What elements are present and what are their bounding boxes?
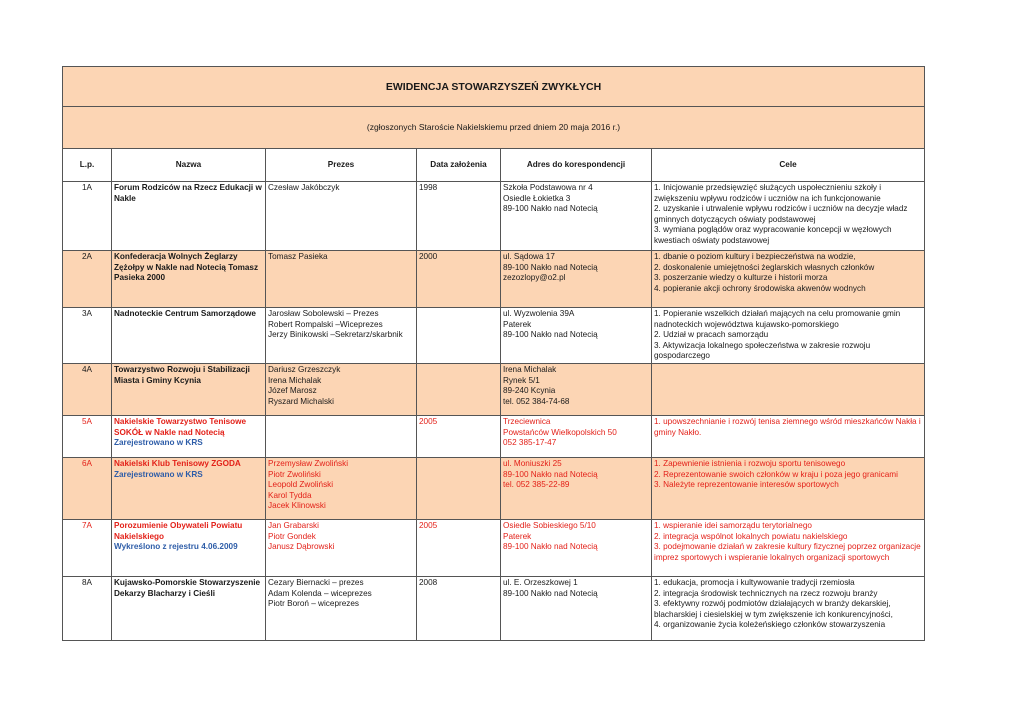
cell-nazwa — [112, 251, 266, 308]
board-member: Irena Michalak — [268, 375, 322, 385]
goal-item: 1. wspieranie idei samorządu terytorialnego — [654, 520, 812, 530]
board-member: Piotr Zwoliński — [268, 469, 321, 479]
table-row — [63, 457, 925, 519]
goal-item: 1. dbanie o poziom kultury i bezpieczeństwa na wodzie, — [654, 252, 856, 261]
cell-data: 2005 — [417, 519, 501, 576]
goal-item: 4. popieranie akcji ochrony środowiska akwenów wodnych — [654, 283, 866, 293]
cell-lp: 6A — [63, 457, 112, 519]
address-line: Irena Michalak — [503, 364, 557, 374]
registration-status: Wykreślono z rejestru 4.06.2009 — [114, 542, 238, 552]
address-line: 89-100 Nakło nad Notecią — [503, 588, 598, 598]
table-row — [63, 308, 925, 364]
cell-lp: 8A — [63, 576, 112, 640]
association-name: Porozumienie Obywateli Powiatu Nakielskiego — [114, 520, 243, 541]
table-row — [63, 251, 925, 308]
board-member: Karol Tydda — [268, 490, 312, 500]
goal-item: 3. Aktywizacja lokalnego społeczeństwa w zakresie rozwoju gospodarczego — [654, 340, 871, 361]
cell-data — [417, 363, 501, 415]
header-data: Data założenia — [417, 149, 501, 182]
cell-prezes — [266, 308, 417, 364]
address-line: 89-100 Nakło nad Notecią — [503, 469, 598, 479]
goal-item: 2. uzyskanie i utrwalenie wpływu rodziców i uczniów na decyzje władz gminnych dotyczących oświaty podstawowej — [654, 204, 908, 224]
header-nazwa: Nazwa — [112, 149, 266, 182]
cell-data: 1998 — [417, 182, 501, 251]
cell-adres — [501, 457, 652, 519]
board-member: Dariusz Grzeszczyk — [268, 364, 341, 374]
registration-status: Zarejestrowano w KRS — [114, 469, 203, 479]
cell-nazwa — [112, 415, 266, 457]
address-line: 89-100 Nakło nad Notecią — [503, 542, 598, 552]
cell-prezes — [266, 363, 417, 415]
cell-lp: 1A — [63, 182, 112, 251]
association-name: Nadnoteckie Centrum Samorządowe — [114, 309, 256, 318]
goal-item: 1. upowszechnianie i rozwój tenisa ziemnego wśród mieszkańców Nakła i gminy Nakło. — [654, 416, 921, 437]
cell-data — [417, 308, 501, 364]
cell-data — [417, 457, 501, 519]
board-member: Janusz Dąbrowski — [268, 542, 335, 552]
address-line: Trzeciewnica — [503, 416, 551, 426]
cell-data: 2008 — [417, 576, 501, 640]
address-line: Osiedle Sobieskiego 5/10 — [503, 520, 596, 530]
address-line: zezozlopy@o2.pl — [503, 273, 566, 283]
board-member: Piotr Boroń – wiceprezes — [268, 599, 360, 609]
goal-item: 2. doskonalenie umiejętności żeglarskich własnych członków — [654, 262, 875, 272]
table-row — [63, 363, 925, 415]
address-line: 89-100 Nakło nad Notecią — [503, 330, 598, 340]
register-title: EWIDENCJA STOWARZYSZEŃ ZWYKŁYCH — [63, 67, 925, 107]
goal-item: 1. edukacja, promocja i kultywowanie tradycji rzemiosła — [654, 577, 855, 587]
address-line: Paterek — [503, 531, 532, 541]
board-member: Czesław Jakóbczyk — [268, 183, 340, 192]
board-member: Piotr Gondek — [268, 531, 316, 541]
cell-nazwa — [112, 363, 266, 415]
cell-lp: 7A — [63, 519, 112, 576]
address-line: Osiedle Łokietka 3 — [503, 193, 571, 203]
association-name: Konfederacja Wolnych Żeglarzy Zężołpy w Nakle nad Notecią Tomasz Pasieka 2000 — [114, 252, 259, 283]
associations-register-table — [62, 66, 925, 641]
goal-item: 2. Udział w pracach samorządu — [654, 330, 769, 340]
cell-adres — [501, 576, 652, 640]
cell-prezes — [266, 519, 417, 576]
board-member: Jerzy Binikowski –Sekretarz/skarbnik — [268, 330, 403, 340]
board-member: Tomasz Pasieka — [268, 252, 328, 261]
address-line: 89-100 Nakło nad Notecią — [503, 262, 598, 272]
cell-adres — [501, 251, 652, 308]
board-member: Józef Marosz — [268, 386, 317, 396]
header-row — [63, 149, 925, 182]
goal-item: 2. Reprezentowanie swoich członków w kraju i poza jego granicami — [654, 469, 898, 479]
address-line: ul. E. Orzeszkowej 1 — [503, 577, 578, 587]
goal-item: 3. efektywny rozwój podmiotów działających w branży dekarskiej, blacharskiej i ciesielskiej w tym zwiększenie ich konkurencyjności, — [654, 599, 893, 619]
cell-nazwa — [112, 576, 266, 640]
association-name: Nakielski Klub Tenisowy ZGODA — [114, 458, 241, 468]
header-adres: Adres do korespondencji — [501, 149, 652, 182]
cell-lp: 3A — [63, 308, 112, 364]
cell-data: 2005 — [417, 415, 501, 457]
cell-lp: 2A — [63, 251, 112, 308]
goal-item: 2. integracja środowisk technicznych na rzecz rozwoju branży — [654, 588, 878, 598]
address-line: tel. 052 385-22-89 — [503, 480, 570, 490]
cell-nazwa — [112, 457, 266, 519]
cell-cele — [652, 576, 925, 640]
header-cele: Cele — [652, 149, 925, 182]
cell-cele — [652, 182, 925, 251]
cell-cele — [652, 519, 925, 576]
board-member: Robert Rompalski –Wiceprezes — [268, 319, 383, 329]
address-line: ul. Moniuszki 25 — [503, 458, 562, 468]
cell-lp: 4A — [63, 363, 112, 415]
cell-lp: 5A — [63, 415, 112, 457]
cell-cele — [652, 415, 925, 457]
association-name: Nakielskie Towarzystwo Tenisowe SOKÓŁ w Nakle nad Notecią — [114, 416, 247, 437]
registration-status: Zarejestrowano w KRS — [114, 438, 203, 448]
association-name: Towarzystwo Rozwoju i Stabilizacji Miasta i Gminy Kcynia — [114, 364, 250, 385]
board-member: Ryszard Michalski — [268, 396, 334, 406]
cell-cele — [652, 457, 925, 519]
address-line: tel. 052 384-74-68 — [503, 396, 570, 406]
cell-cele — [652, 251, 925, 308]
board-member: Przemysław Zwoliński — [268, 458, 349, 468]
cell-adres — [501, 519, 652, 576]
address-line: 89-100 Nakło nad Notecią — [503, 204, 598, 214]
cell-nazwa — [112, 519, 266, 576]
cell-prezes — [266, 576, 417, 640]
goal-item: 3. podejmowanie działań w zakresie kultury fizycznej poprzez organizacje imprez sportowych i wspieranie lokalnych organizacji sportowych — [654, 542, 921, 562]
goal-item: 1. Popieranie wszelkich działań mających na celu promowanie gmin nadnoteckich województwa kujawsko-pomorskiego — [654, 309, 901, 329]
cell-cele — [652, 308, 925, 364]
board-member: Jarosław Sobolewski – Prezes — [268, 309, 379, 318]
board-member: Leopold Zwoliński — [268, 480, 334, 490]
address-line: ul. Wyzwolenia 39A — [503, 309, 575, 318]
cell-nazwa — [112, 308, 266, 364]
cell-cele — [652, 363, 925, 415]
cell-adres — [501, 363, 652, 415]
goal-item: 3. wymiana poglądów oraz wypracowanie koncepcji w węzłowych kwestiach oświaty podstawowej — [654, 225, 892, 245]
board-member: Adam Kolenda – wiceprezes — [268, 588, 372, 598]
association-name: Forum Rodziców na Rzecz Edukacji w Nakle — [114, 183, 262, 203]
association-name: Kujawsko-Pomorskie Stowarzyszenie Dekarzy Blacharzy i Cieśli — [114, 577, 261, 598]
goal-item: 1. Inicjowanie przedsięwzięć służących uspołecznieniu szkoły i zwiększeniu wpływu rodziców i uczniów na ich funkcjonowanie — [654, 183, 882, 203]
address-line: Powstańców Wielkopolskich 50 — [503, 427, 617, 437]
address-line: 89-240 Kcynia — [503, 386, 556, 396]
cell-prezes — [266, 415, 417, 457]
cell-adres — [501, 308, 652, 364]
cell-nazwa — [112, 182, 266, 251]
cell-prezes — [266, 457, 417, 519]
header-prezes: Prezes — [266, 149, 417, 182]
header-lp: L.p. — [63, 149, 112, 182]
address-line: ul. Sądowa 17 — [503, 252, 555, 261]
cell-data: 2000 — [417, 251, 501, 308]
board-member: Jacek Klinowski — [268, 501, 326, 511]
cell-adres — [501, 182, 652, 251]
address-line: Szkoła Podstawowa nr 4 — [503, 183, 593, 192]
cell-prezes — [266, 251, 417, 308]
goal-item: 1. Zapewnienie istnienia i rozwoju sportu tenisowego — [654, 458, 846, 468]
board-member: Jan Grabarski — [268, 520, 319, 530]
register-subtitle: (zgłoszonych Staroście Nakielskiemu przed dniem 20 maja 2016 r.) — [63, 107, 925, 149]
table-row — [63, 182, 925, 251]
board-member: Cezary Biernacki – prezes — [268, 577, 364, 587]
table-row — [63, 415, 925, 457]
table-row — [63, 576, 925, 640]
goal-item: 4. organizowanie życia koleżeńskiego członków stowarzyszenia — [654, 620, 886, 630]
address-line: Rynek 5/1 — [503, 375, 540, 385]
address-line: 052 385-17-47 — [503, 438, 557, 448]
goal-item: 2. integracja wspólnot lokalnych powiatu nakielskiego — [654, 531, 848, 541]
goal-item: 3. poszerzanie wiedzy o kulturze i historii morza — [654, 273, 828, 283]
table-row — [63, 519, 925, 576]
goal-item: 3. Należyte reprezentowanie interesów sportowych — [654, 480, 839, 490]
cell-adres — [501, 415, 652, 457]
cell-prezes — [266, 182, 417, 251]
address-line: Paterek — [503, 319, 532, 329]
